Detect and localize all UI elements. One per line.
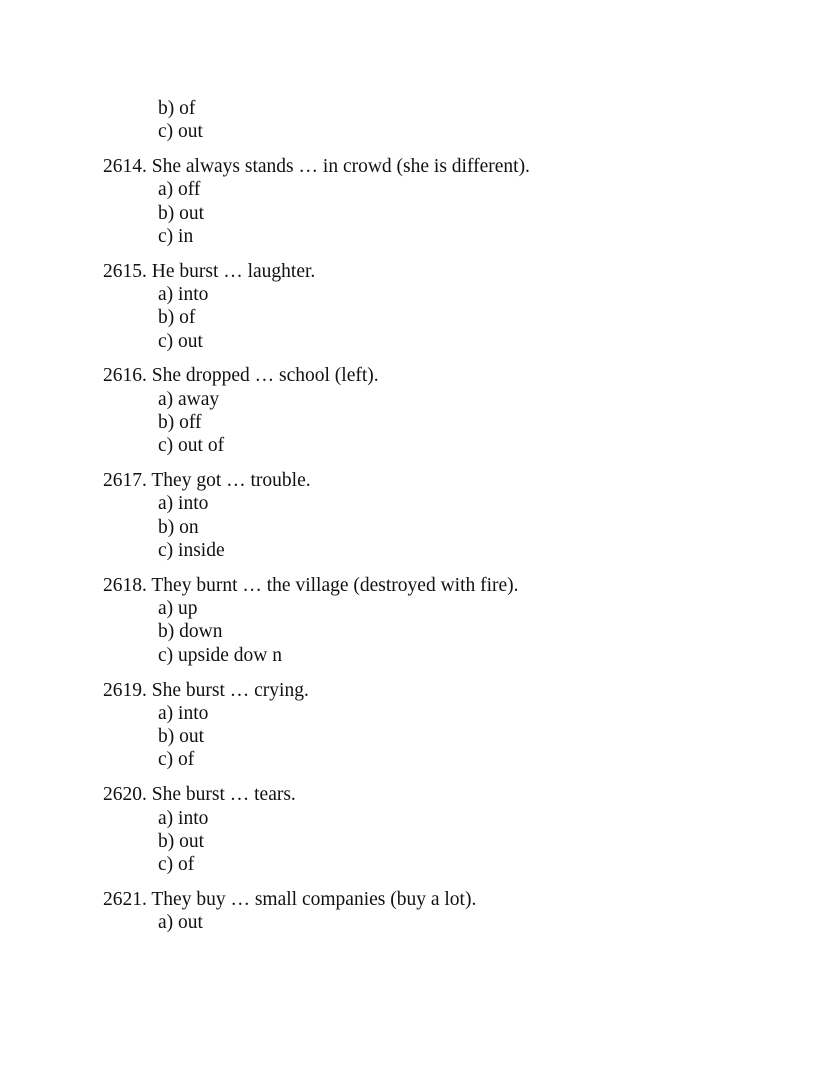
question-2614	[103, 155, 783, 248]
answer-option: b) off	[158, 412, 202, 434]
answer-option: c) in	[158, 225, 194, 247]
exercise-list	[103, 97, 783, 935]
answer-option: c) out of	[158, 435, 225, 457]
question-text: 2619. She burst … crying.	[103, 679, 309, 701]
answer-option: a) out	[158, 912, 203, 934]
answer-option: a) into	[158, 493, 209, 515]
question-2621	[103, 888, 783, 935]
question-2616	[103, 364, 783, 457]
answer-option: c) of	[158, 854, 195, 876]
answer-option: c) upside dow n	[158, 644, 283, 666]
answer-option: b) down	[158, 621, 223, 643]
answer-option: b) out	[158, 726, 205, 748]
question-text: 2615. He burst … laughter.	[103, 260, 316, 282]
question-text: 2620. She burst … tears.	[103, 784, 296, 806]
answer-option: c) out	[158, 121, 203, 143]
question-text: 2621. They buy … small companies (buy a lot).	[103, 888, 477, 910]
question-2615	[103, 260, 783, 353]
answer-option: b) of	[158, 98, 196, 119]
answer-option: a) off	[158, 179, 201, 201]
carryover-options	[103, 97, 783, 144]
answer-option: a) away	[158, 388, 220, 410]
answer-option: c) out	[158, 330, 203, 352]
question-2617	[103, 469, 783, 562]
answer-option: a) into	[158, 807, 209, 829]
answer-option: a) up	[158, 598, 198, 620]
question-text: 2616. She dropped … school (left).	[103, 365, 379, 387]
question-2619	[103, 679, 783, 772]
answer-option: c) of	[158, 749, 195, 771]
answer-option: b) out	[158, 830, 205, 852]
answer-option: c) inside	[158, 540, 225, 562]
question-2620	[103, 783, 783, 876]
answer-option: b) out	[158, 202, 205, 224]
answer-option: b) of	[158, 307, 196, 329]
question-text: 2617. They got … trouble.	[103, 470, 311, 492]
question-2618	[103, 574, 783, 667]
answer-option: a) into	[158, 702, 209, 724]
question-text: 2614. She always stands … in crowd (she is different).	[103, 156, 530, 178]
answer-option: a) into	[158, 284, 209, 306]
answer-option: b) on	[158, 516, 199, 538]
question-text: 2618. They burnt … the village (destroyed with fire).	[103, 574, 519, 596]
